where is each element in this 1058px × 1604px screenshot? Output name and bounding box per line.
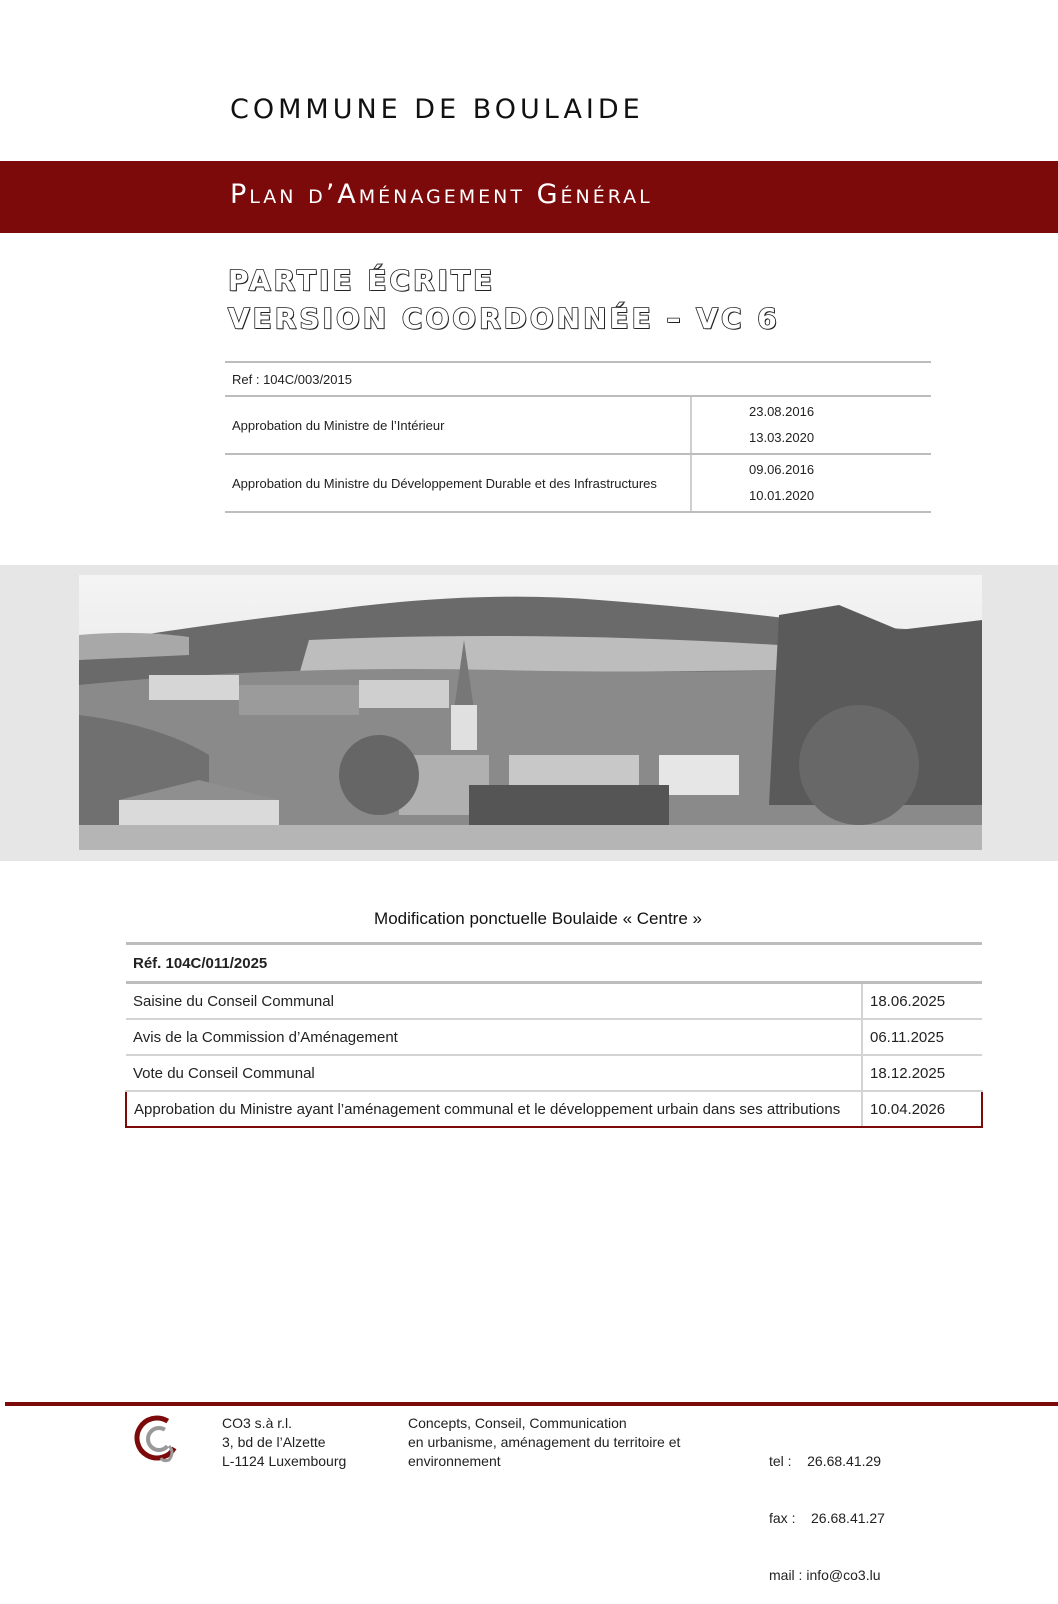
approval-dates <box>691 454 931 512</box>
approval-date: 09.06.2016 <box>749 462 815 477</box>
plan-banner <box>0 161 1058 233</box>
modification-date: 06.11.2025 <box>862 1019 982 1055</box>
footer-line: L-1124 Luxembourg <box>222 1453 347 1469</box>
modification-step: Saisine du Conseil Communal <box>126 983 862 1020</box>
modification-ref: Réf. 104C/011/2025 <box>126 944 982 983</box>
table-row-highlighted <box>126 1091 982 1127</box>
modification-step: Avis de la Commission d’Aménagement <box>126 1019 862 1055</box>
document-title <box>228 262 780 338</box>
footer-contact <box>769 1414 885 1604</box>
footer-line: 3, bd de l’Alzette <box>222 1434 326 1450</box>
approvals-table <box>225 361 931 513</box>
footer-company <box>222 1414 346 1471</box>
table-row <box>225 396 931 454</box>
modification-step: Vote du Conseil Communal <box>126 1055 862 1091</box>
approval-date: 13.03.2020 <box>749 430 815 445</box>
approvals-ref: Ref : 104C/003/2015 <box>225 362 931 396</box>
footer-line: CO3 s.à r.l. <box>222 1415 293 1431</box>
footer-phone: tel : 26.68.41.29 <box>769 1453 882 1469</box>
approval-date: 23.08.2016 <box>749 404 815 419</box>
commune-title: COMMUNE DE BOULAIDE <box>230 94 644 125</box>
table-row <box>126 1019 982 1055</box>
modification-step: Approbation du Ministre ayant l’aménagement communal et le développement urbain dans ses attributions <box>126 1091 862 1127</box>
approval-date: 10.01.2020 <box>749 488 815 503</box>
footer-line: en urbanisme, aménagement du territoire et <box>408 1434 681 1450</box>
document-title-line1: PARTIE ÉCRITE <box>228 264 496 297</box>
table-row <box>126 983 982 1020</box>
footer-fax: fax : 26.68.41.27 <box>769 1510 885 1526</box>
table-row <box>126 1055 982 1091</box>
co3-logo-icon <box>133 1412 185 1464</box>
plan-title: Plan d’Aménagement Général <box>230 179 653 210</box>
document-title-line2: VERSION COORDONNÉE – VC 6 <box>228 302 780 335</box>
footer-services <box>408 1414 680 1471</box>
approval-label: Approbation du Ministre de l’Intérieur <box>225 396 691 454</box>
footer-line: Concepts, Conseil, Communication <box>408 1415 627 1431</box>
photo-band <box>0 565 1058 861</box>
modification-table <box>125 942 983 1128</box>
footer-divider <box>5 1402 1058 1406</box>
modification-date: 18.12.2025 <box>862 1055 982 1091</box>
village-photo <box>79 575 982 850</box>
modification-date: 10.04.2026 <box>862 1091 982 1127</box>
approval-dates <box>691 396 931 454</box>
table-row <box>225 454 931 512</box>
approval-label: Approbation du Ministre du Développement Durable et des Infrastructures <box>225 454 691 512</box>
footer-email[interactable]: mail : info@co3.lu <box>769 1567 881 1583</box>
modification-date: 18.06.2025 <box>862 983 982 1020</box>
modification-title: Modification ponctuelle Boulaide « Centre » <box>374 909 702 928</box>
footer-line: environnement <box>408 1453 501 1469</box>
